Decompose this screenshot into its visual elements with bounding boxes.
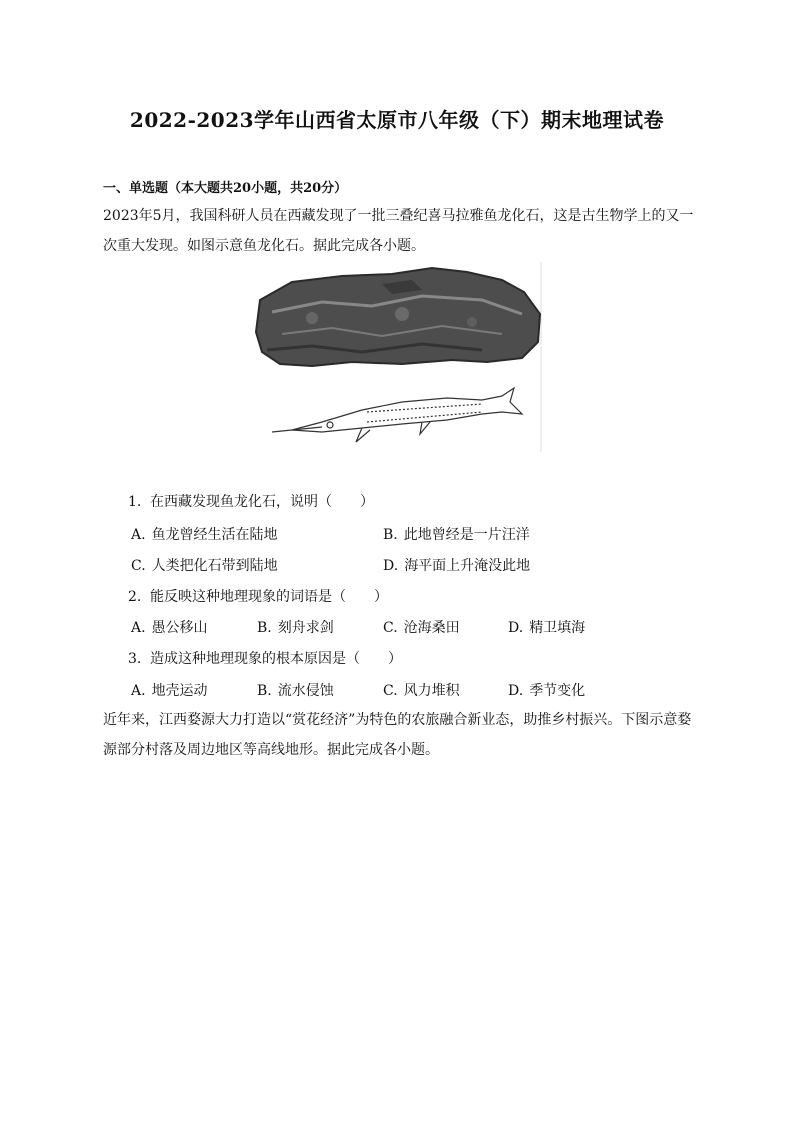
ichthyosaur-fossil-figure [252, 262, 544, 452]
question-text: 造成这种地理现象的根本原因是（ ） [150, 651, 402, 667]
q2-option-b[interactable]: B. 刻舟求剑 [257, 620, 334, 636]
question-3 [128, 648, 402, 668]
q3-option-b[interactable]: B. 流水侵蚀 [257, 683, 334, 699]
q1-option-a[interactable]: A. 鱼龙曾经生活在陆地 [131, 527, 278, 543]
q2-option-c[interactable]: C. 沧海桑田 [383, 620, 460, 636]
q2-option-d[interactable]: D. 精卫填海 [508, 620, 586, 636]
q1-option-b[interactable]: B. 此地曾经是一片汪洋 [383, 527, 530, 543]
q2-option-a[interactable]: A. 愚公移山 [131, 620, 208, 636]
q1-option-d[interactable]: D. 海平面上升淹没此地 [383, 558, 531, 574]
q3-option-d[interactable]: D. 季节变化 [508, 683, 586, 699]
section-heading: 一、单选题（本大题共20小题，共20分） [103, 181, 348, 196]
question-number: 2. [128, 589, 142, 605]
question-2 [128, 586, 388, 606]
q3-option-a[interactable]: A. 地壳运动 [131, 683, 208, 699]
intro-paragraph-1: 2023年5月，我国科研人员在西藏发现了一批三叠纪喜马拉雅鱼龙化石，这是古生物学上的又一次重大发现。如图示意鱼龙化石。据此完成各小题。 [103, 208, 694, 254]
q3-option-c[interactable]: C. 风力堆积 [383, 683, 460, 699]
intro-paragraph-2: 近年来，江西婺源大力打造以“赏花经济”为特色的农旅融合新业态，助推乡村振兴。下图示意婺源部分村落及周边地区等高线地形。据此完成各小题。 [103, 712, 692, 758]
fossil-photo [256, 268, 540, 366]
question-number: 1. [128, 494, 142, 510]
q1-option-c[interactable]: C. 人类把化石带到陆地 [131, 558, 278, 574]
question-text: 能反映这种地理现象的词语是（ ） [150, 589, 388, 605]
question-1 [128, 491, 374, 511]
question-number: 3. [128, 651, 142, 667]
question-text: 在西藏发现鱼龙化石，说明（ ） [150, 494, 374, 510]
page-title: 2022-2023学年山西省太原市八年级（下）期末地理试卷 [129, 108, 665, 132]
